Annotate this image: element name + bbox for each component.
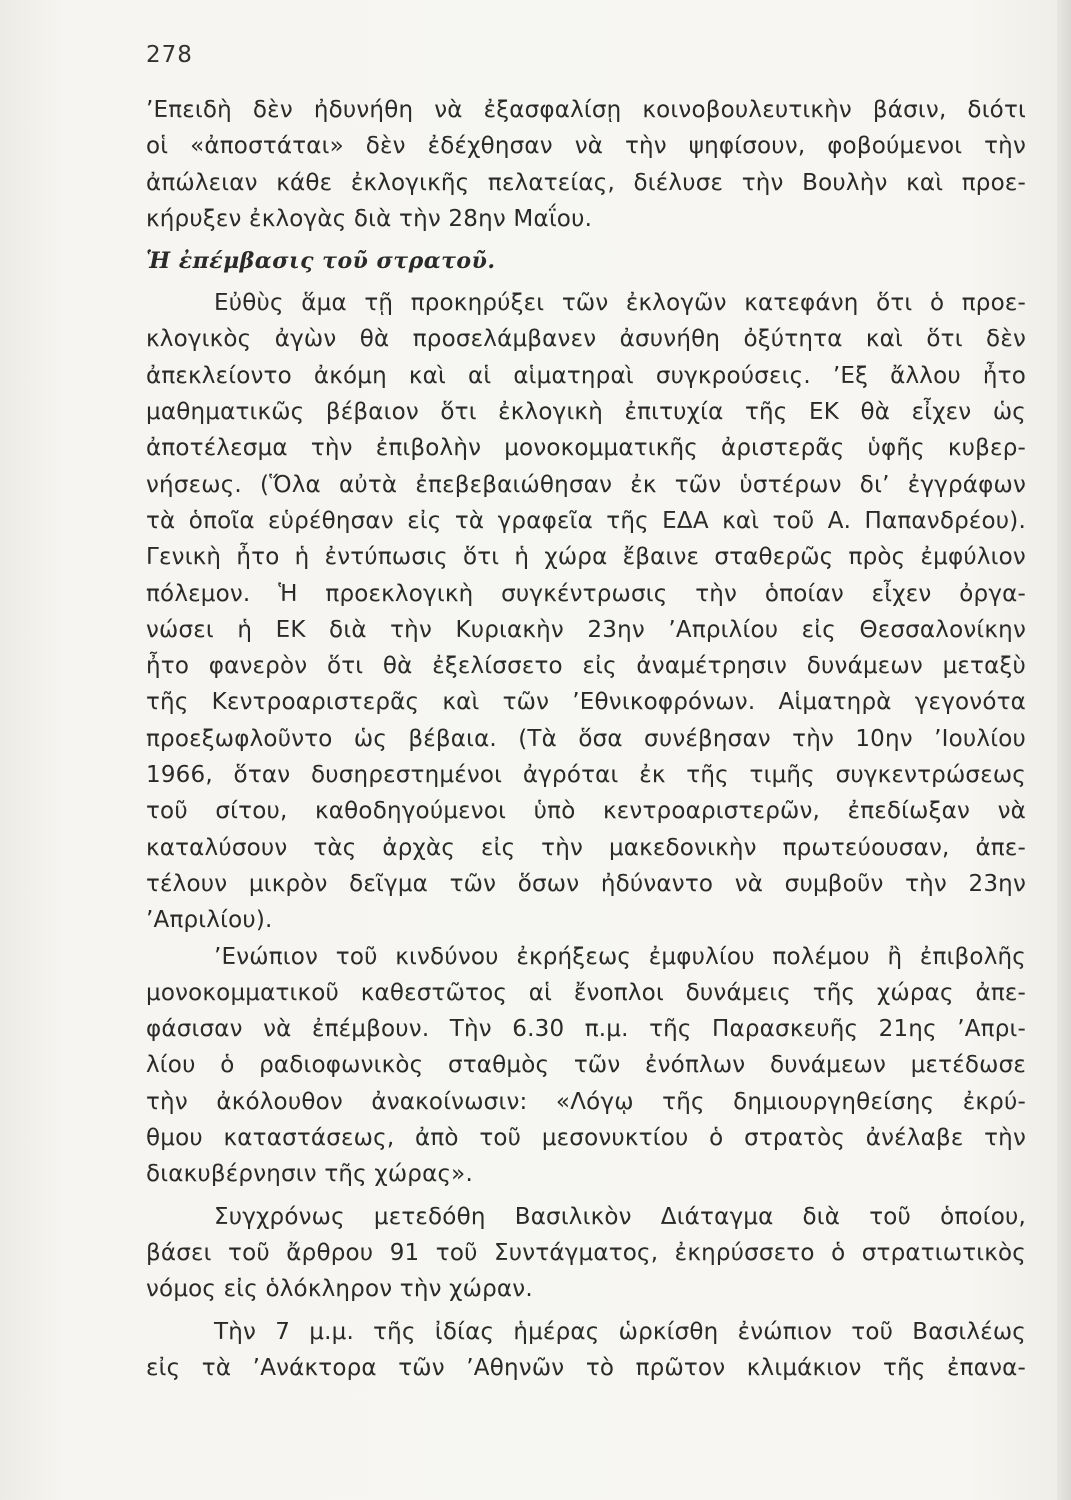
text-line: τέλουν μικρὸν δεῖγμα τῶν ὅσων ἠδύναντο νὰ συμβοῦν τὴν 23ην	[146, 870, 1026, 897]
text-line: καταλύσουν τὰς ἀρχὰς εἰς τὴν μακεδονικὴν πρωτεύουσαν, ἀπε-	[146, 834, 1026, 861]
text-line: ἀπώλειαν κάθε ἐκλογικῆς πελατείας, διέλυσε τὴν Βουλὴν καὶ προε-	[146, 169, 1026, 196]
page-edge-shadow	[1057, 0, 1071, 1500]
text-line: τοῦ σίτου, καθοδηγούμενοι ὑπὸ κεντροαριστερῶν, ἐπεδίωξαν νὰ	[146, 798, 1026, 825]
text-line: μαθηματικῶς βέβαιον ὅτι ἐκλογικὴ ἐπιτυχία τῆς ΕΚ θὰ εἶχεν ὡς	[146, 399, 1026, 426]
text-line: Συγχρόνως μετεδόθη Βασιλικὸν Διάταγμα διὰ τοῦ ὁποίου,	[214, 1203, 1026, 1230]
text-line: ’Απριλίου).	[146, 907, 273, 934]
text-line: 1966, ὅταν δυσηρεστημένοι ἀγρόται ἐκ τῆς τιμῆς συγκεντρώσεως	[146, 762, 1026, 789]
paragraph-4	[146, 1199, 1026, 1308]
text-line: πόλεμον. Ἡ προεκλογικὴ συγκέντρωσις τὴν ὁποίαν εἶχεν ὀργα-	[146, 580, 1026, 607]
text-line: Γενικὴ ἦτο ἡ ἐντύπωσις ὅτι ἡ χώρα ἔβαινε σταθερῶς πρὸς ἐμφύλιον	[146, 544, 1026, 571]
text-line: διακυβέρνησιν τῆς χώρας».	[146, 1161, 473, 1188]
text-line: ’Επειδὴ δὲν ἠδυνήθη νὰ ἐξασφαλίσῃ κοινοβουλευτικὴν βάσιν, διότι	[146, 97, 1026, 123]
text-line: νώσει ἡ ΕΚ διὰ τὴν Κυριακὴν 23ην ’Απριλίου εἰς Θεσσαλονίκην	[146, 616, 1026, 643]
text-line: θμου καταστάσεως, ἀπὸ τοῦ μεσονυκτίου ὁ στρατὸς ἀνέλαβε τὴν	[146, 1125, 1026, 1152]
text-line: ἀποτέλεσμα τὴν ἐπιβολὴν μονοκομματικῆς ἀριστερᾶς ὑφῆς κυβερ-	[146, 435, 1026, 462]
text-line: κήρυξεν ἐκλογὰς διὰ τὴν 28ην Μαΐου.	[146, 205, 593, 232]
body-text	[146, 92, 1026, 1386]
text-line: τὰ ὁποῖα εὑρέθησαν εἰς τὰ γραφεῖα τῆς ΕΔΑ καὶ τοῦ Α. Παπανδρέου).	[146, 507, 1026, 534]
text-line: ’Ενώπιον τοῦ κινδύνου ἐκρήξεως ἐμφυλίου πολέμου ἢ ἐπιβολῆς	[214, 943, 1026, 970]
text-line: τῆς Κεντροαριστερᾶς καὶ τῶν ’Εθνικοφρόνων. Αἱματηρὰ γεγονότα	[146, 689, 1026, 716]
page-number: 278	[146, 42, 193, 68]
text-line: κλογικὸς ἀγὼν θὰ προσελάμβανεν ἀσυνήθη ὀξύτητα καὶ ὅτι δὲν	[146, 326, 1026, 353]
paragraph-3	[146, 939, 1026, 1193]
text-line: Τὴν 7 μ.μ. τῆς ἰδίας ἡμέρας ὡρκίσθη ἐνώπιον τοῦ Βασιλέως	[214, 1318, 1026, 1345]
text-line: προεξωφλοῦντο ὡς βέβαια. (Τὰ ὅσα συνέβησαν τὴν 10ην ’Ιουλίου	[146, 725, 1026, 752]
text-line: ἦτο φανερὸν ὅτι θὰ ἐξελίσσετο εἰς ἀναμέτρησιν δυνάμεων μεταξὺ	[146, 653, 1026, 680]
paragraph-2	[146, 285, 1026, 938]
paragraph-5	[146, 1314, 1026, 1387]
text-line: φάσισαν νὰ ἐπέμβουν. Τὴν 6.30 π.μ. τῆς Παρασκευῆς 21ης ’Απρι-	[146, 1016, 1026, 1043]
text-line: Εὐθὺς ἅμα τῇ προκηρύξει τῶν ἐκλογῶν κατεφάνη ὅτι ὁ προε-	[214, 290, 1026, 317]
text-line: λίου ὁ ραδιοφωνικὸς σταθμὸς τῶν ἐνόπλων δυνάμεων μετέδωσε	[146, 1052, 1026, 1079]
paragraph-1	[146, 92, 1026, 237]
text-line: μονοκομματικοῦ καθεστῶτος αἱ ἔνοπλοι δυνάμεις τῆς χώρας ἀπε-	[146, 979, 1026, 1006]
text-line: ἀπεκλείοντο ἀκόμη καὶ αἱ αἱματηραὶ συγκρούσεις. ’Εξ ἄλλου ἦτο	[146, 362, 1026, 389]
text-line: οἱ «ἀποστάται» δὲν ἐδέχθησαν νὰ τὴν ψηφίσουν, φοβούμενοι τὴν	[146, 133, 1026, 160]
text-line: βάσει τοῦ ἄρθρου 91 τοῦ Συντάγματος, ἐκηρύσσετο ὁ στρατιωτικὸς	[146, 1239, 1026, 1266]
text-line: εἰς τὰ ’Ανάκτορα τῶν ’Αθηνῶν τὸ πρῶτον κλιμάκιον τῆς ἐπανα-	[146, 1354, 1026, 1381]
section-heading: Ἡ ἐπέμβασις τοῦ στρατοῦ.	[146, 248, 496, 275]
text-line: τὴν ἀκόλουθον ἀνακοίνωσιν: «Λόγῳ τῆς δημιουργηθείσης ἐκρύ-	[146, 1088, 1026, 1115]
text-line: νόμος εἰς ὁλόκληρον τὴν χώραν.	[146, 1276, 533, 1303]
text-line: νήσεως. (Ὅλα αὐτὰ ἐπεβεβαιώθησαν ἐκ τῶν ὑστέρων δι’ ἐγγράφων	[146, 471, 1026, 498]
